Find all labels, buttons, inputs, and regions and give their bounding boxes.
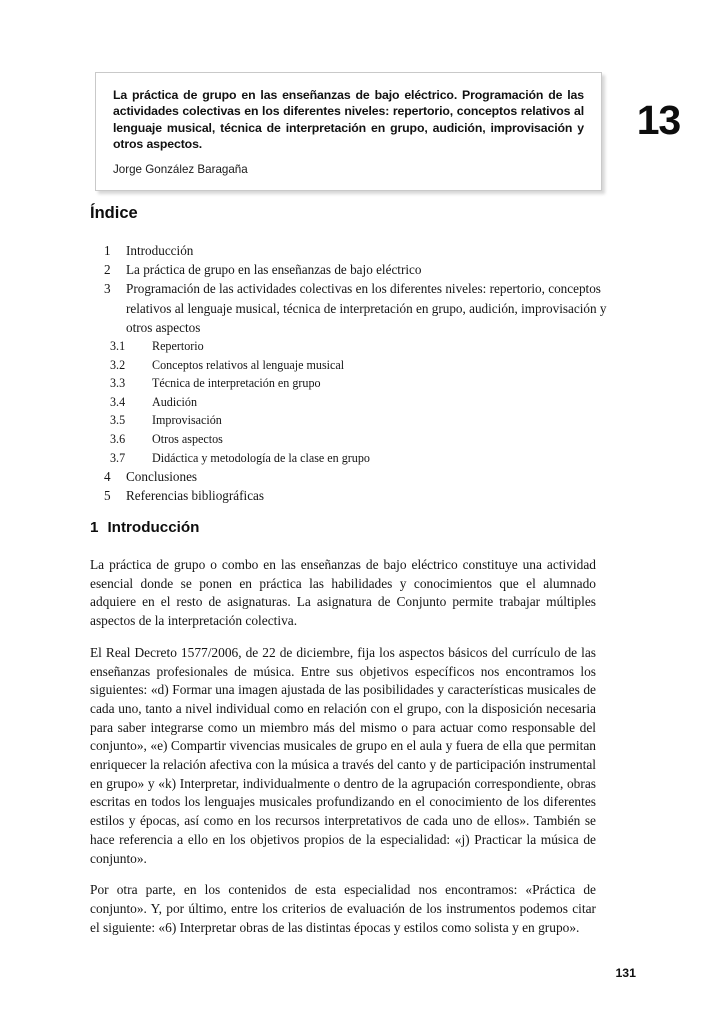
chapter-number: 13: [636, 97, 680, 143]
index-section: [90, 203, 630, 506]
index-item-number: 3.1: [110, 339, 126, 354]
index-item-label: Referencias bibliográficas: [126, 488, 265, 504]
body-paragraph: La práctica de grupo o combo en las enseñanzas de bajo eléctrico constituye una actividad esencial donde se ponen en práctica las habilidades y conocimientos que el alumnado adquiere en el resto de asignaturas. La asignatura de Conjunto permite trabajar múltiples aspectos de la interpretación colectiva.: [90, 557, 596, 629]
index-item-number: 3.5: [110, 413, 126, 428]
index-item-label: Otros aspectos: [152, 431, 223, 446]
index-item[interactable]: [90, 430, 630, 449]
index-item-label: Didáctica y metodología de la clase en grupo: [152, 450, 370, 465]
index-item-label: Introducción: [126, 243, 194, 258]
index-item[interactable]: [90, 260, 630, 279]
chapter-header: [0, 72, 723, 184]
index-heading: Índice: [90, 204, 138, 222]
index-item[interactable]: [90, 486, 630, 505]
chapter-title-card: [95, 72, 602, 191]
body-paragraph: El Real Decreto 1577/2006, de 22 de diciembre, fija los aspectos básicos del currículo de las enseñanzas profesionales de música. Entre sus objetivos específicos nos encontramos los siguientes: «d) Formar una imagen ajustada de las posibilidades y características musicales de cada uno, tanto a nivel individual como en relación con el grupo, con la disposición necesaria para saber integrarse como un miembro más del mismo o para actuar como responsable del conjunto», «e) Compartir vivencias musicales de grupo en el aula y fuera de ella que permitan enriquecer la relación afectiva con la música a través del canto y de participación instrumental en grupo» y «k) Interpretar, individualmente o dentro de la agrupación correspondiente, obras escritas en todos los lenguajes musicales profundizando en el conocimiento de los diferentes estilos y épocas, así como en los recursos interpretativos de cada uno de ellos». También se hace referencia a ello en los objetivos propios de la especialidad: «j) Practicar la música de conjunto».: [90, 644, 596, 866]
index-item-number: 5: [104, 488, 111, 504]
index-item-label: Conclusiones: [126, 469, 198, 485]
index-item[interactable]: [90, 374, 630, 393]
index-item-label: Programación de las actividades colectivas en los diferentes niveles: repertorio, conceptos relativos al lenguaje musical, técnica de interpretación en grupo, audición, improvisación y otros aspectos: [126, 281, 607, 335]
index-item-number: 1: [104, 243, 111, 258]
index-item[interactable]: [90, 356, 630, 375]
index-item[interactable]: [90, 337, 630, 356]
index-item-label: La práctica de grupo en las enseñanzas de bajo eléctrico: [126, 262, 422, 278]
index-item[interactable]: [90, 279, 630, 337]
index-item[interactable]: [90, 467, 630, 486]
index-item-label: Repertorio: [152, 339, 204, 354]
chapter-title: La práctica de grupo en las enseñanzas de bajo eléctrico. Programación de las actividades colectivas en los diferentes niveles: repertorio, conceptos relativos al lenguaje musical, técnica de interpretación en grupo, audición, improvisación y otros aspectos.: [113, 88, 584, 151]
index-item-label: Conceptos relativos al lenguaje musical: [152, 357, 345, 372]
index-item[interactable]: [90, 411, 630, 430]
index-item[interactable]: [90, 449, 630, 468]
index-list: [90, 241, 630, 506]
index-item-number: 3.4: [110, 394, 126, 409]
index-item-number: 3.3: [110, 376, 126, 391]
index-item-label: Improvisación: [152, 413, 222, 428]
section-number: 1: [90, 519, 99, 536]
index-item[interactable]: [90, 241, 630, 260]
index-item-number: 3.2: [110, 357, 126, 372]
chapter-author: Jorge González Baragaña: [113, 163, 248, 177]
section-title: Introducción: [107, 519, 200, 536]
index-item-number: 3.7: [110, 450, 126, 465]
page-number: 131: [615, 966, 636, 980]
body-section: [90, 518, 596, 937]
section-heading: [90, 518, 596, 537]
body-paragraphs: [90, 556, 596, 937]
index-item[interactable]: [90, 393, 630, 412]
index-item-label: Audición: [152, 394, 198, 409]
index-item-number: 4: [104, 469, 111, 485]
index-item-number: 2: [104, 262, 111, 278]
index-item-number: 3.6: [110, 431, 126, 446]
index-item-number: 3: [104, 281, 111, 297]
body-paragraph: Por otra parte, en los contenidos de esta especialidad nos encontramos: «Práctica de conjunto». Y, por último, entre los criterios de evaluación de los instrumentos podemos citar el siguiente: «6) Interpretar obras de las distintas épocas y estilos como solista y en grupo».: [90, 882, 596, 935]
index-item-label: Técnica de interpretación en grupo: [152, 376, 321, 391]
